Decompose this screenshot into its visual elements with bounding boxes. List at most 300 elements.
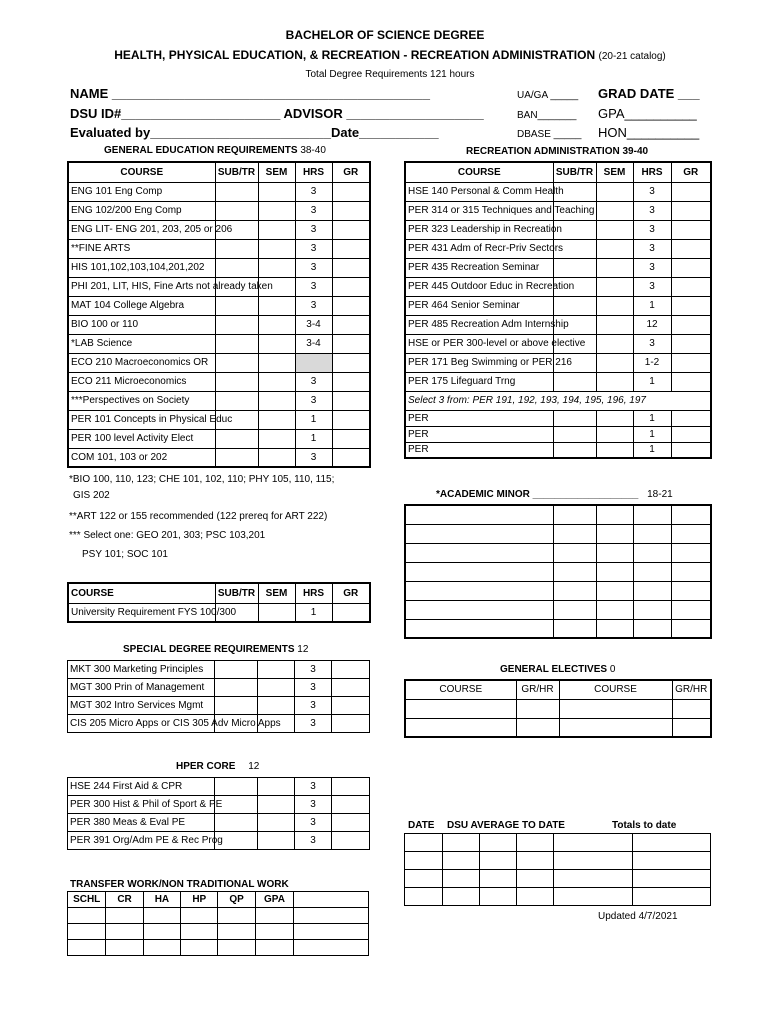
blank-cell[interactable] (671, 543, 711, 562)
blank-cell[interactable] (554, 852, 633, 870)
table-row (68, 372, 370, 391)
blank-cell[interactable] (181, 924, 218, 940)
gr-cell[interactable] (332, 315, 370, 334)
blank-cell[interactable] (480, 870, 517, 888)
blank-cell[interactable] (443, 852, 480, 870)
course-cell: PER 485 Recreation Adm Internship (405, 315, 553, 334)
course-cell: PER 300 Hist & Phil of Sport & PE (68, 796, 215, 814)
gr-cell[interactable] (332, 334, 370, 353)
blank-cell[interactable] (480, 852, 517, 870)
sub-tr-cell[interactable] (215, 258, 258, 277)
blank-cell[interactable] (443, 834, 480, 852)
university-req-table (67, 582, 371, 623)
univ-hrs: 1 (295, 603, 332, 622)
blank-cell[interactable] (596, 524, 633, 543)
gr-cell[interactable] (332, 603, 370, 622)
blank-cell[interactable] (106, 908, 143, 924)
sub-tr-cell[interactable] (215, 679, 258, 697)
sub-tr-cell[interactable] (215, 448, 258, 467)
gr-cell[interactable] (332, 661, 370, 679)
hrs-cell: 12 (633, 315, 671, 334)
sem-cell[interactable] (596, 315, 633, 334)
table-row (405, 718, 711, 737)
gr-cell[interactable] (332, 277, 370, 296)
blank-cell[interactable] (405, 619, 553, 638)
course-cell: PER 171 Beg Swimming or PER 216 (405, 353, 553, 372)
hrs-cell: 1 (633, 296, 671, 315)
blank-cell[interactable] (405, 888, 443, 906)
gr-cell[interactable] (671, 410, 711, 426)
blank-cell[interactable] (671, 505, 711, 524)
transfer-blank[interactable] (294, 892, 369, 908)
blank-cell[interactable] (181, 908, 218, 924)
sub-tr-cell[interactable] (215, 353, 258, 372)
sub-tr-cell[interactable] (215, 778, 258, 796)
blank-cell[interactable] (596, 562, 633, 581)
course-cell: HSE 244 First Aid & CPR (68, 778, 215, 796)
blank-cell[interactable] (106, 940, 143, 956)
sem-cell[interactable] (258, 603, 295, 622)
minor-heading-label: *ACADEMIC MINOR ___________________ (436, 489, 639, 500)
rec-admin-heading (466, 146, 648, 157)
blank-cell[interactable] (218, 908, 255, 924)
sem-cell[interactable] (596, 220, 633, 239)
blank-cell[interactable] (255, 924, 293, 940)
blank-cell[interactable] (443, 870, 480, 888)
blank-cell[interactable] (218, 940, 255, 956)
hrs-cell: 1 (633, 372, 671, 391)
sem-cell[interactable] (258, 239, 295, 258)
blank-cell[interactable] (633, 834, 711, 852)
gr-cell[interactable] (332, 832, 370, 850)
dsu-id-advisor-field[interactable]: DSU ID#______________________ ADVISOR ___________________ (70, 106, 484, 121)
table-row (405, 888, 711, 906)
electives-heading-label: GENERAL ELECTIVES (500, 664, 608, 675)
transfer-table (67, 891, 369, 956)
blank-cell[interactable] (671, 619, 711, 638)
table-row (68, 391, 370, 410)
table-row (405, 277, 711, 296)
grad-date-field[interactable]: GRAD DATE ___ (598, 86, 700, 101)
sem-cell[interactable] (596, 410, 633, 426)
hrs-cell: 1 (633, 410, 671, 426)
course-cell: MGT 302 Intro Services Mgmt (68, 697, 215, 715)
catalog-year: (20-21 catalog) (598, 51, 666, 62)
gr-cell[interactable] (671, 220, 711, 239)
sub-tr-cell[interactable] (215, 296, 258, 315)
gr-cell[interactable] (671, 239, 711, 258)
table-row (68, 796, 370, 814)
hrs-cell: 3 (633, 334, 671, 353)
blank-cell[interactable] (553, 562, 596, 581)
blank-cell[interactable] (143, 924, 180, 940)
gr-cell[interactable] (332, 220, 370, 239)
sub-tr-cell[interactable] (553, 372, 596, 391)
sub-tr-cell[interactable] (553, 410, 596, 426)
blank-cell[interactable] (405, 562, 553, 581)
sem-cell[interactable] (258, 182, 295, 201)
gr-cell[interactable] (332, 814, 370, 832)
table-row (405, 619, 711, 638)
course-cell: PER 464 Senior Seminar (405, 296, 553, 315)
sem-cell[interactable] (596, 426, 633, 442)
sem-cell[interactable] (258, 429, 295, 448)
sem-cell[interactable] (596, 442, 633, 458)
table-row (405, 852, 711, 870)
blank-cell[interactable] (553, 505, 596, 524)
blank-cell[interactable] (559, 718, 672, 737)
sem-cell[interactable] (596, 296, 633, 315)
sub-tr-cell[interactable] (215, 201, 258, 220)
hrs-cell: 3 (633, 239, 671, 258)
gr-cell[interactable] (332, 372, 370, 391)
hrs-cell: 3 (295, 277, 332, 296)
sem-cell[interactable] (596, 353, 633, 372)
blank-cell[interactable] (633, 600, 671, 619)
course-cell: ENG 102/200 Eng Comp (68, 201, 215, 220)
sem-cell[interactable] (258, 220, 295, 239)
blank-cell[interactable] (596, 543, 633, 562)
sem-cell[interactable] (596, 182, 633, 201)
gr-cell[interactable] (671, 277, 711, 296)
sem-cell[interactable] (258, 201, 295, 220)
course-cell: HSE or PER 300-level or above elective (405, 334, 553, 353)
select-note-row (405, 391, 711, 410)
sem-cell[interactable] (258, 372, 295, 391)
blank-cell[interactable] (596, 619, 633, 638)
table-row (405, 562, 711, 581)
hrs-cell: 3 (295, 220, 332, 239)
gen-ed-note-art: **ART 122 or 155 recommended (122 prereq for ART 222) (69, 511, 328, 522)
blank-cell[interactable] (633, 505, 671, 524)
blank-cell[interactable] (633, 619, 671, 638)
sem-cell[interactable] (258, 661, 295, 679)
blank-cell[interactable] (554, 870, 633, 888)
course-cell: PER 391 Org/Adm PE & Rec Prog (68, 832, 215, 850)
blank-cell[interactable] (443, 888, 480, 906)
blank-cell[interactable] (671, 524, 711, 543)
date-heading: DATE (408, 820, 435, 831)
hrs-cell: 3 (295, 201, 332, 220)
table-row (68, 429, 370, 448)
blank-cell[interactable] (68, 940, 106, 956)
blank-cell[interactable] (554, 834, 633, 852)
blank-cell[interactable] (517, 888, 554, 906)
blank-cell[interactable] (181, 940, 218, 956)
hrs-cell: 3 (295, 182, 332, 201)
blank-cell[interactable] (255, 940, 293, 956)
sub-tr-cell[interactable] (553, 258, 596, 277)
blank-cell[interactable] (255, 908, 293, 924)
sem-cell[interactable] (258, 315, 295, 334)
course-cell: MGT 300 Prin of Management (68, 679, 215, 697)
course-cell: PER 431 Adm of Recr-Priv Sectors (405, 239, 553, 258)
sem-cell[interactable] (596, 201, 633, 220)
gr-cell[interactable] (671, 315, 711, 334)
gr-cell[interactable] (671, 442, 711, 458)
table-row (405, 581, 711, 600)
blank-cell[interactable] (106, 924, 143, 940)
blank-cell[interactable] (596, 581, 633, 600)
col-cr: CR (106, 892, 143, 908)
table-row (68, 778, 370, 796)
blank-cell[interactable] (517, 852, 554, 870)
sem-cell[interactable] (596, 277, 633, 296)
sub-tr-cell[interactable] (215, 315, 258, 334)
rec-col-hrs: HRS (633, 162, 671, 182)
electives-hours: 0 (609, 664, 616, 675)
table-row (68, 832, 370, 850)
sem-cell[interactable] (258, 334, 295, 353)
select-note: Select 3 from: PER 191, 192, 193, 194, 195, 196, 197 (405, 391, 711, 410)
col-gpa: GPA (255, 892, 293, 908)
course-cell: PER (405, 442, 553, 458)
dbase-field[interactable]: DBASE _____ (517, 129, 582, 140)
course-cell: BIO 100 or 110 (68, 315, 215, 334)
sem-cell[interactable] (258, 814, 295, 832)
special-heading-label: SPECIAL DEGREE REQUIREMENTS (123, 644, 295, 655)
course-cell: ECO 211 Microeconomics (68, 372, 215, 391)
course-cell: HIS 101,102,103,104,201,202 (68, 258, 215, 277)
elec-col-grhr-1: GR/HR (516, 680, 559, 699)
blank-cell[interactable] (596, 505, 633, 524)
table-row (405, 296, 711, 315)
gr-cell[interactable] (332, 679, 370, 697)
blank-cell[interactable] (517, 834, 554, 852)
sem-cell[interactable] (596, 372, 633, 391)
blank-cell[interactable] (671, 581, 711, 600)
hon-field[interactable]: HON__________ (598, 125, 700, 140)
gr-cell[interactable] (671, 426, 711, 442)
table-row (68, 182, 370, 201)
course-cell: PHI 201, LIT, HIS, Fine Arts not already taken (68, 277, 215, 296)
univ-col-gr: GR (332, 583, 370, 603)
gr-cell[interactable] (671, 296, 711, 315)
gr-cell[interactable] (332, 391, 370, 410)
sem-cell[interactable] (596, 239, 633, 258)
sub-tr-cell[interactable] (215, 182, 258, 201)
blank-cell[interactable] (405, 834, 443, 852)
blank-cell[interactable] (143, 908, 180, 924)
gr-cell[interactable] (671, 182, 711, 201)
sem-cell[interactable] (258, 796, 295, 814)
program-title: HEALTH, PHYSICAL EDUCATION, & RECREATION - RECREATION ADMINISTRATION (114, 48, 596, 62)
blank-cell[interactable] (633, 543, 671, 562)
gen-ed-note-society: *** Select one: GEO 201, 303; PSC 103,201 (69, 530, 266, 541)
blank-cell[interactable] (405, 600, 553, 619)
gr-cell[interactable] (332, 715, 370, 733)
univ-col-sub-tr: SUB/TR (215, 583, 258, 603)
blank-cell[interactable] (405, 870, 443, 888)
blank-cell[interactable] (553, 581, 596, 600)
blank-cell[interactable] (294, 940, 369, 956)
name-field[interactable]: NAME ____________________________________________ (70, 86, 431, 101)
course-cell: **FINE ARTS (68, 239, 215, 258)
univ-col-hrs: HRS (295, 583, 332, 603)
sem-cell[interactable] (258, 697, 295, 715)
sub-tr-cell[interactable] (215, 697, 258, 715)
blank-cell[interactable] (405, 581, 553, 600)
course-cell: PER 100 level Activity Elect (68, 429, 215, 448)
blank-cell[interactable] (672, 718, 711, 737)
blank-cell[interactable] (553, 524, 596, 543)
gr-cell[interactable] (332, 239, 370, 258)
blank-cell[interactable] (671, 600, 711, 619)
table-row (68, 201, 370, 220)
table-row (68, 277, 370, 296)
gr-cell[interactable] (332, 201, 370, 220)
table-row (68, 603, 370, 622)
table-row (405, 220, 711, 239)
sem-cell[interactable] (258, 258, 295, 277)
rec-admin-heading-label: RECREATION ADMINISTRATION (466, 146, 620, 157)
gen-ed-note-psy: PSY 101; SOC 101 (82, 549, 168, 560)
gr-cell[interactable] (332, 778, 370, 796)
sem-cell[interactable] (596, 258, 633, 277)
hrs-cell: 3 (295, 239, 332, 258)
course-cell: ENG LIT- ENG 201, 203, 205 or 206 (68, 220, 215, 239)
blank-cell[interactable] (294, 908, 369, 924)
gr-cell[interactable] (332, 353, 370, 372)
blank-cell[interactable] (633, 562, 671, 581)
gr-cell[interactable] (671, 372, 711, 391)
dsu-average-heading: DSU AVERAGE TO DATE (447, 820, 565, 831)
blank-cell[interactable] (516, 699, 559, 718)
sem-cell[interactable] (258, 448, 295, 467)
hrs-cell: 3 (295, 697, 332, 715)
gr-cell[interactable] (332, 448, 370, 467)
table-row (68, 410, 370, 429)
blank-cell[interactable] (633, 852, 711, 870)
table-row (68, 258, 370, 277)
blank-cell[interactable] (294, 924, 369, 940)
sub-tr-cell[interactable] (553, 296, 596, 315)
blank-cell[interactable] (480, 888, 517, 906)
blank-cell[interactable] (671, 562, 711, 581)
blank-cell[interactable] (480, 834, 517, 852)
elec-col-course-1: COURSE (405, 680, 516, 699)
special-heading (123, 644, 308, 655)
sub-tr-cell[interactable] (215, 814, 258, 832)
hrs-cell: 1 (295, 429, 332, 448)
blank-cell[interactable] (553, 543, 596, 562)
evaluated-date-field[interactable]: Evaluated by_________________________Date___________ (70, 125, 439, 140)
gr-cell[interactable] (332, 429, 370, 448)
gr-cell[interactable] (671, 334, 711, 353)
hper-hours: 12 (248, 761, 260, 772)
gr-cell[interactable] (332, 697, 370, 715)
gr-cell[interactable] (332, 796, 370, 814)
blank-cell[interactable] (554, 888, 633, 906)
course-cell: MKT 300 Marketing Principles (68, 661, 215, 679)
hper-heading-label: HPER CORE (176, 761, 236, 772)
blank-cell[interactable] (553, 619, 596, 638)
col-hp: HP (181, 892, 218, 908)
blank-cell[interactable] (553, 600, 596, 619)
hrs-cell: 3 (633, 182, 671, 201)
blank-cell[interactable] (68, 924, 106, 940)
blank-cell[interactable] (672, 699, 711, 718)
sem-cell[interactable] (258, 296, 295, 315)
univ-col-course: COURSE (68, 583, 215, 603)
gr-cell[interactable] (332, 410, 370, 429)
table-row (405, 315, 711, 334)
hrs-cell: 1 (633, 426, 671, 442)
sem-cell[interactable] (258, 391, 295, 410)
sub-tr-cell[interactable] (553, 426, 596, 442)
blank-cell[interactable] (596, 600, 633, 619)
gr-cell[interactable] (671, 353, 711, 372)
blank-cell[interactable] (405, 505, 553, 524)
ua-ga-field[interactable]: UA/GA _____ (517, 90, 579, 101)
sub-tr-cell[interactable] (215, 661, 258, 679)
sem-cell[interactable] (258, 410, 295, 429)
hper-core-table (67, 777, 370, 850)
sub-tr-cell[interactable] (553, 442, 596, 458)
table-row (405, 258, 711, 277)
gr-cell[interactable] (671, 201, 711, 220)
blank-cell[interactable] (143, 940, 180, 956)
transfer-header-row (68, 892, 369, 908)
gr-cell[interactable] (332, 296, 370, 315)
blank-cell[interactable] (633, 870, 711, 888)
blank-cell[interactable] (405, 543, 553, 562)
course-cell: PER (405, 410, 553, 426)
special-req-table (67, 660, 370, 733)
gen-ed-table (67, 161, 371, 468)
page-subtitle (0, 48, 770, 62)
blank-cell[interactable] (633, 888, 711, 906)
blank-cell[interactable] (405, 852, 443, 870)
table-row (405, 201, 711, 220)
table-row (68, 715, 370, 733)
col-ha: HA (143, 892, 180, 908)
blank-cell[interactable] (218, 924, 255, 940)
sem-cell[interactable] (258, 832, 295, 850)
gr-cell[interactable] (332, 258, 370, 277)
blank-cell[interactable] (405, 718, 516, 737)
gr-cell[interactable] (332, 182, 370, 201)
sub-tr-cell[interactable] (215, 239, 258, 258)
table-row (68, 220, 370, 239)
gen-ed-header-row (68, 162, 370, 182)
table-row (68, 661, 370, 679)
ban-field[interactable]: BAN_______ (517, 110, 577, 121)
sub-tr-cell[interactable] (215, 429, 258, 448)
sem-cell[interactable] (258, 778, 295, 796)
blank-cell[interactable] (633, 524, 671, 543)
gpa-field[interactable]: GPA__________ (598, 106, 697, 121)
sem-cell[interactable] (258, 353, 295, 372)
sub-tr-cell[interactable] (215, 372, 258, 391)
blank-cell[interactable] (559, 699, 672, 718)
blank-cell[interactable] (405, 524, 553, 543)
hrs-cell: 3 (295, 832, 332, 850)
sub-tr-cell[interactable] (215, 391, 258, 410)
blank-cell[interactable] (516, 718, 559, 737)
gr-cell[interactable] (671, 258, 711, 277)
blank-cell[interactable] (633, 581, 671, 600)
blank-cell[interactable] (405, 699, 516, 718)
dates-table (404, 833, 711, 906)
blank-cell[interactable] (68, 908, 106, 924)
sub-tr-cell[interactable] (215, 334, 258, 353)
blank-cell[interactable] (517, 870, 554, 888)
transfer-heading: TRANSFER WORK/NON TRADITIONAL WORK (70, 879, 289, 890)
sem-cell[interactable] (258, 679, 295, 697)
sem-cell[interactable] (596, 334, 633, 353)
table-row (405, 870, 711, 888)
